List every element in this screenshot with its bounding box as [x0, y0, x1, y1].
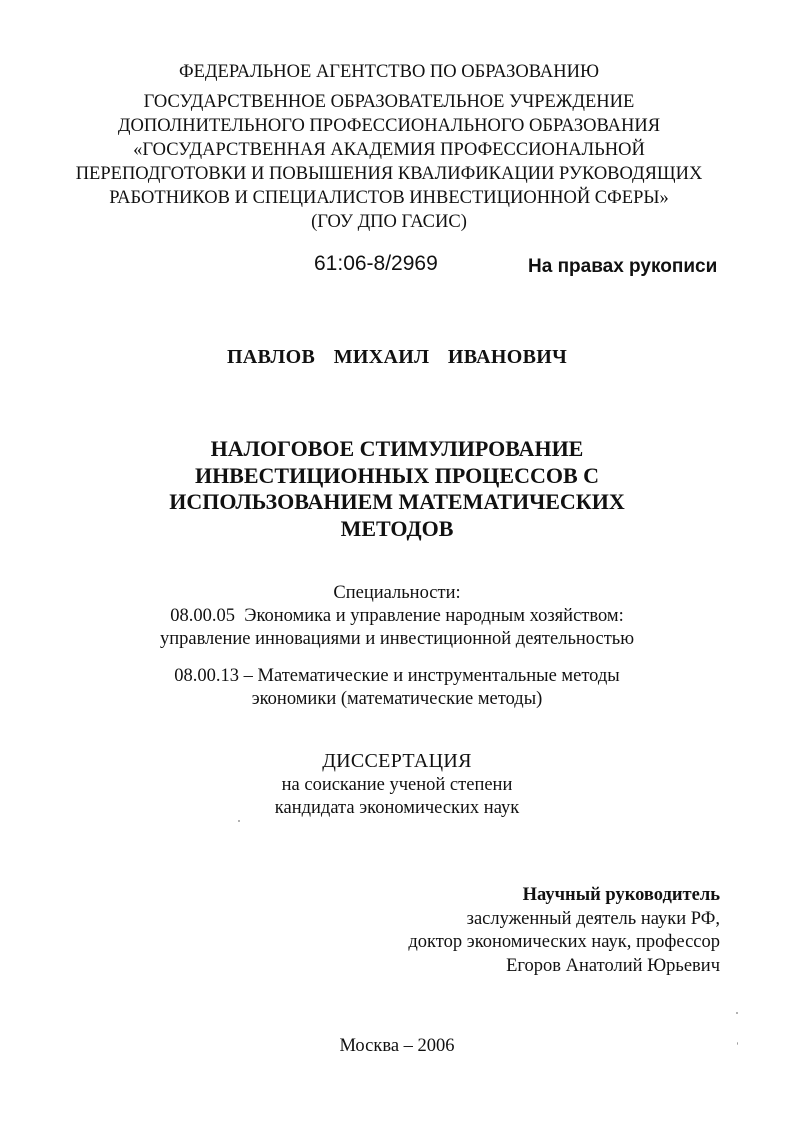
dissertation-title	[0, 436, 794, 542]
city-year	[0, 1036, 794, 1057]
author-name	[0, 346, 794, 369]
specialty-first-line: 08.00.05 Экономика и управление народным хозяйством:	[170, 606, 624, 626]
scan-speck	[736, 1012, 738, 1014]
institution-line: ДОПОЛНИТЕЛЬНОГО ПРОФЕССИОНАЛЬНОГО ОБРАЗОВАНИЯ	[117, 116, 661, 136]
city-year-text: Москва – 2006	[339, 1036, 455, 1056]
dissertation-type	[0, 750, 794, 820]
institution-line: ГОСУДАРСТВЕННОЕ ОБРАЗОВАТЕЛЬНОЕ УЧРЕЖДЕНИЕ	[143, 92, 635, 112]
manuscript-note: На правах рукописи	[528, 256, 718, 277]
degree-line: кандидата экономических наук	[274, 798, 520, 818]
scan-speck	[238, 820, 240, 822]
specialty-second-line: экономики (математические методы)	[251, 689, 543, 709]
supervisor-name: Егоров Анатолий Юрьевич	[506, 955, 720, 976]
institution-line: «ГОСУДАРСТВЕННАЯ АКАДЕМИЯ ПРОФЕССИОНАЛЬНОЙ	[133, 140, 645, 160]
catalog-code: 61:06-8/2969	[314, 252, 438, 275]
specialties-heading: Специальности:	[333, 583, 461, 603]
specialty-first-line: управление инновациями и инвестиционной деятельностью	[159, 629, 635, 649]
supervisor-line: заслуженный деятель науки РФ,	[466, 908, 720, 929]
specialties	[0, 582, 794, 711]
spacer	[0, 651, 794, 665]
degree-line: на соискание ученой степени	[281, 775, 513, 795]
institution-line: РАБОТНИКОВ И СПЕЦИАЛИСТОВ ИНВЕСТИЦИОННОЙ СФЕРЫ»	[109, 188, 669, 208]
author-name-text: ПАВЛОВ МИХАИЛ ИВАНОВИЧ	[226, 346, 568, 368]
institution-abbreviation: (ГОУ ДПО ГАСИС)	[311, 212, 467, 232]
institution-header	[0, 60, 786, 234]
title-line: МЕТОДОВ	[340, 515, 454, 541]
dissertation-label: ДИССЕРТАЦИЯ	[322, 750, 472, 772]
scan-speck	[737, 1042, 738, 1045]
specialty-second-line: 08.00.13 – Математические и инструментальные методы	[174, 666, 620, 686]
supervisor-line: доктор экономических наук, профессор	[408, 932, 720, 952]
institution-line: ПЕРЕПОДГОТОВКИ И ПОВЫШЕНИЯ КВАЛИФИКАЦИИ РУКОВОДЯЩИХ	[75, 164, 703, 184]
title-line: ИНВЕСТИЦИОННЫХ ПРОЦЕССОВ С	[194, 462, 600, 488]
title-line: НАЛОГОВОЕ СТИМУЛИРОВАНИЕ	[210, 436, 584, 461]
supervisor-block	[408, 884, 720, 978]
title-line: ИСПОЛЬЗОВАНИЕМ МАТЕМАТИЧЕСКИХ	[169, 489, 625, 514]
supervisor-heading: Научный руководитель	[522, 885, 720, 905]
agency-name: ФЕДЕРАЛЬНОЕ АГЕНТСТВО ПО ОБРАЗОВАНИЮ	[179, 62, 599, 82]
